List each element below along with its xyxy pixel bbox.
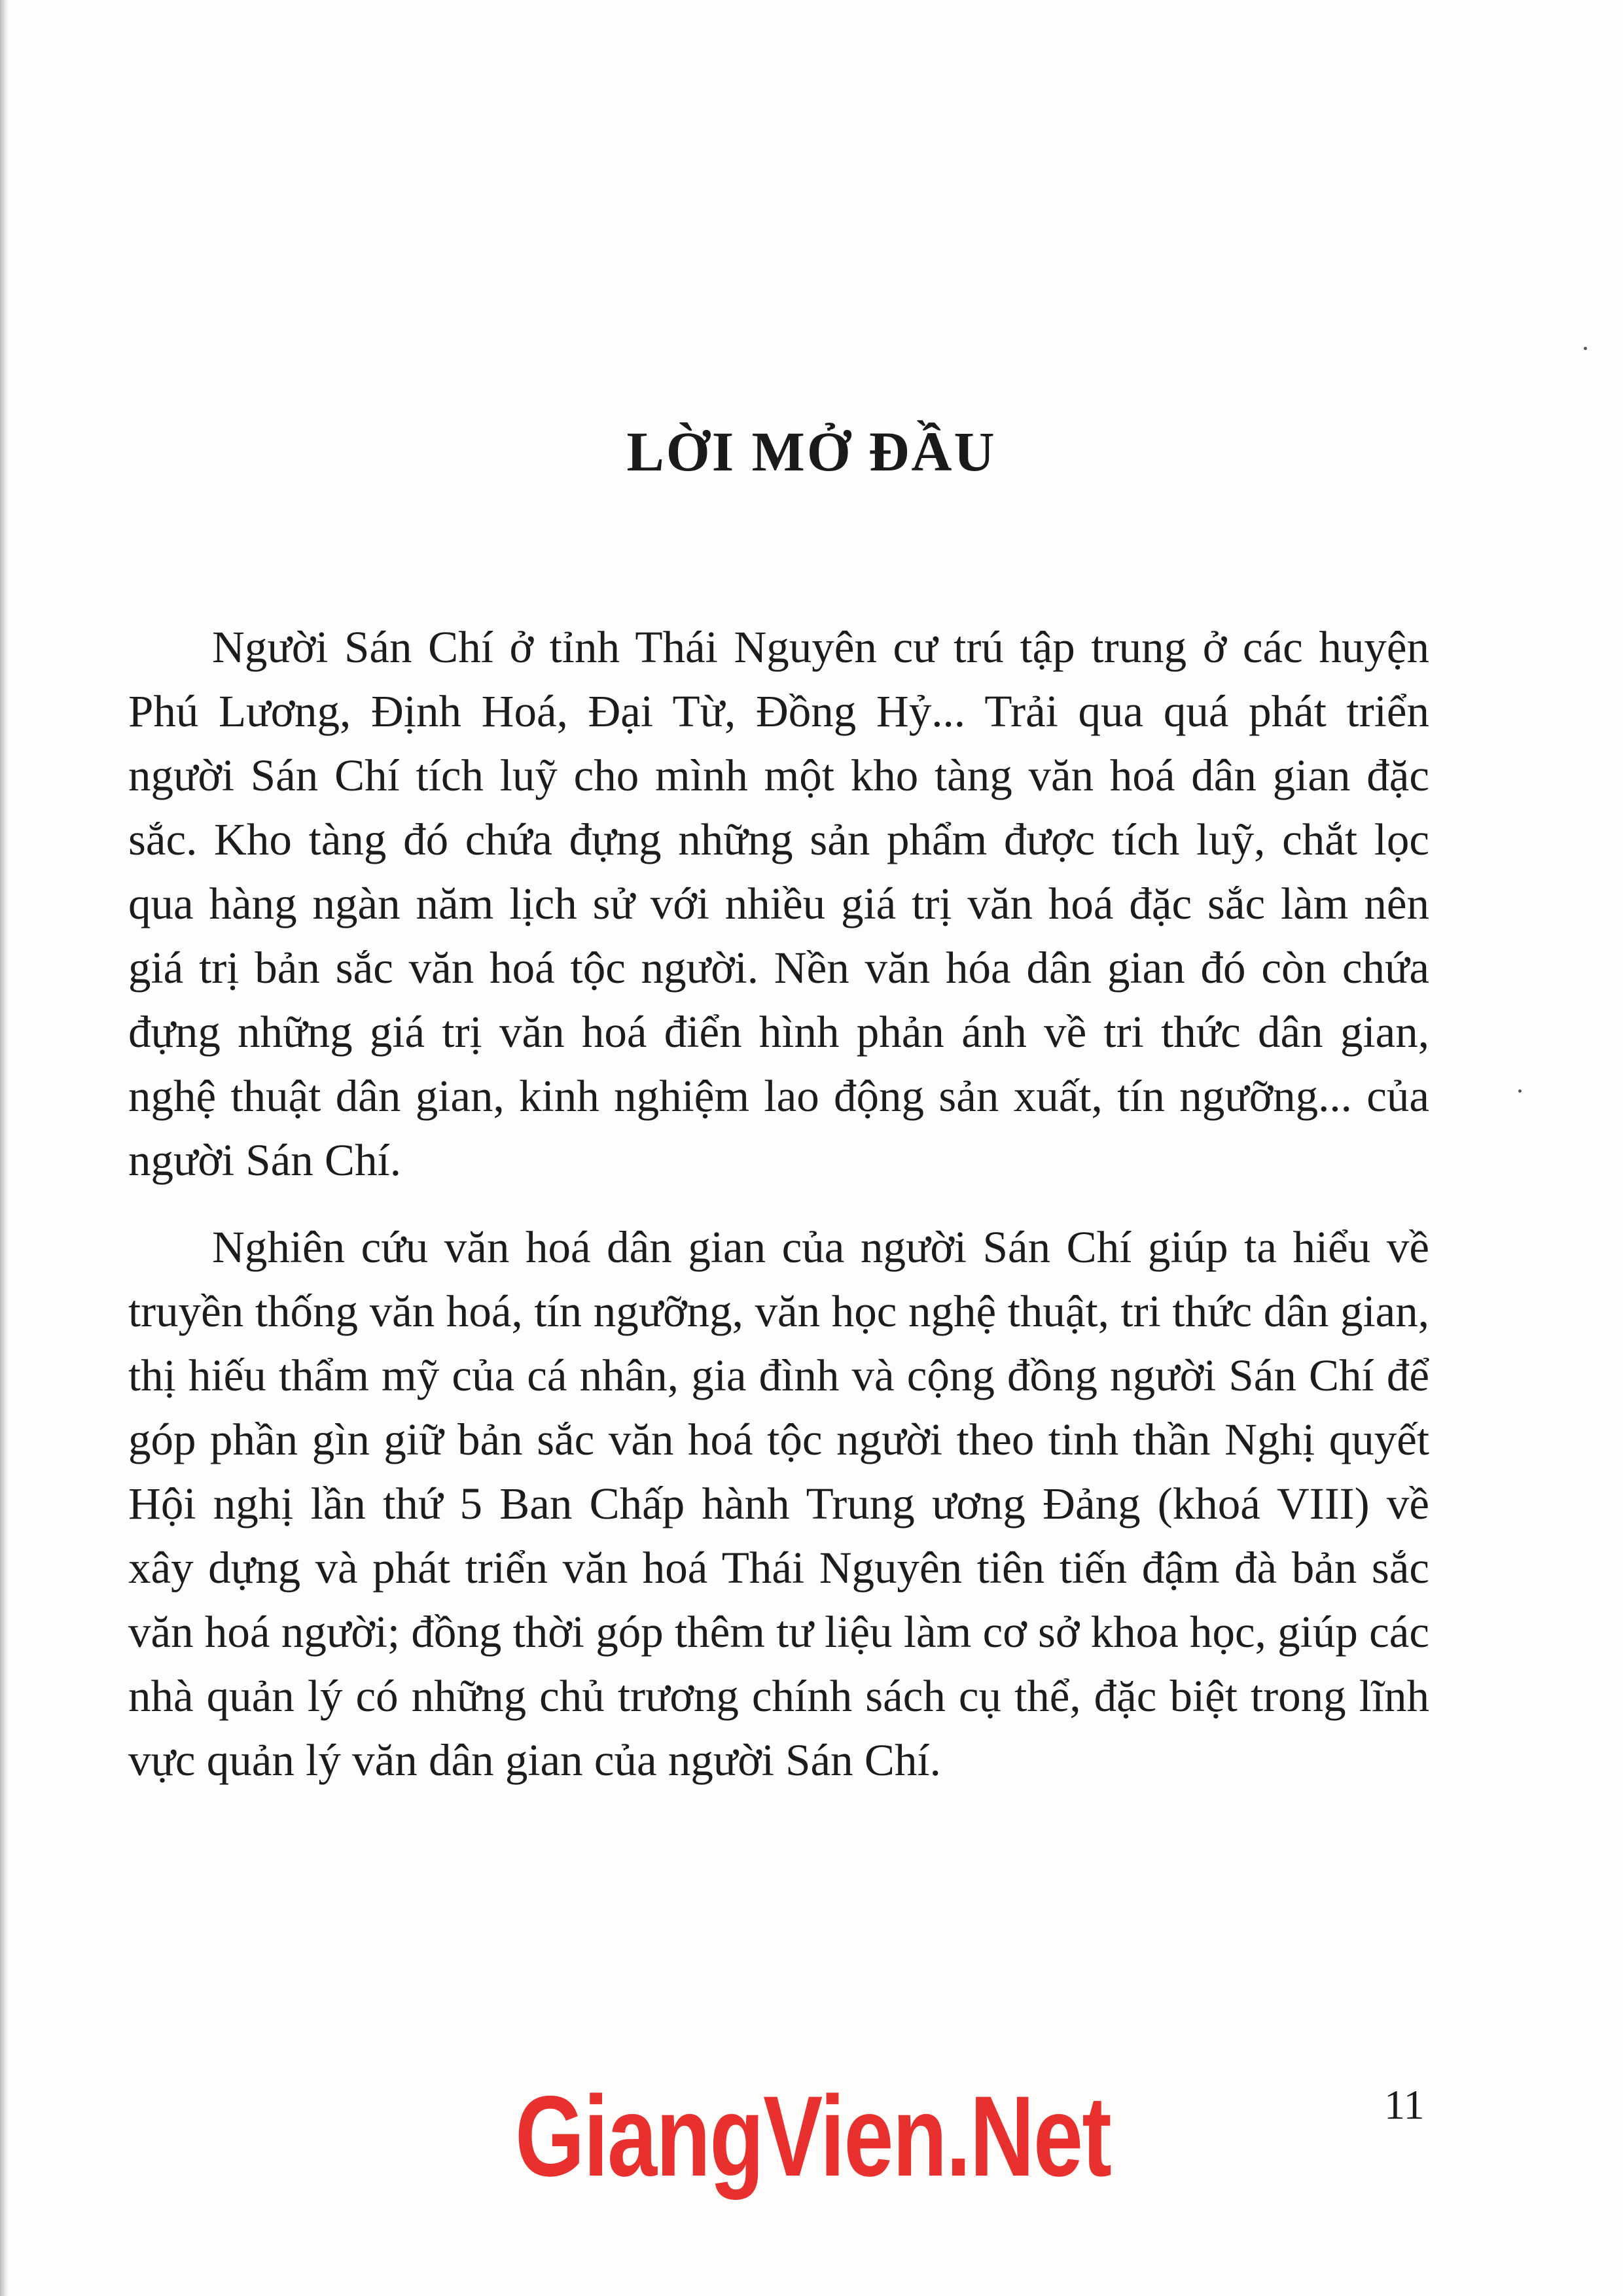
scan-edge-shadow: [0, 0, 9, 2296]
page-number: 11: [1384, 2081, 1425, 2128]
body-text: [128, 615, 1429, 1815]
chapter-title: LỜI MỞ ĐẦU: [626, 420, 997, 483]
watermark-logo: GiangVien.Net: [515, 2073, 1111, 2200]
paragraph-1: Người Sán Chí ở tỉnh Thái Nguyên cư trú tập trung ở các huyện Phú Lương, Định Hoá, Đại Từ, Đồng Hỷ... Trải qua quá phát triển người Sán Chí tích luỹ cho mình một kho tàng văn hoá dân gian đặc sắc. Kho tàng đó chứa đựng những sản phẩm được tích luỹ, chắt lọc qua hàng ngàn năm lịch sử với nhiều giá trị văn hoá đặc sắc làm nên giá trị bản sắc văn hoá tộc người. Nền văn hóa dân gian đó còn chứa đựng những giá trị văn hoá điển hình phản ánh về tri thức dân gian, nghệ thuật dân gian, kinh nghiệm lao động sản xuất, tín ngưỡng... của người Sán Chí.: [128, 622, 1429, 1185]
paragraph-2: Nghiên cứu văn hoá dân gian của người Sán Chí giúp ta hiểu về truyền thống văn hoá, tín ngưỡng, văn học nghệ thuật, tri thức dân gian, thị hiếu thẩm mỹ của cá nhân, gia đình và cộng đồng người Sán Chí để góp phần gìn giữ bản sắc văn hoá tộc người theo tinh thần Nghị quyết Hội nghị lần thứ 5 Ban Chấp hành Trung ương Đảng (khoá VIII) về xây dựng và phát triển văn hoá Thái Nguyên tiên tiến đậm đà bản sắc văn hoá người; đồng thời góp thêm tư liệu làm cơ sở khoa học, giúp các nhà quản lý có những chủ trương chính sách cụ thể, đặc biệt trong lĩnh vực quản lý văn dân gian của người Sán Chí.: [128, 1222, 1429, 1785]
scan-speck: [1584, 347, 1587, 350]
scan-speck: [1518, 1089, 1522, 1093]
